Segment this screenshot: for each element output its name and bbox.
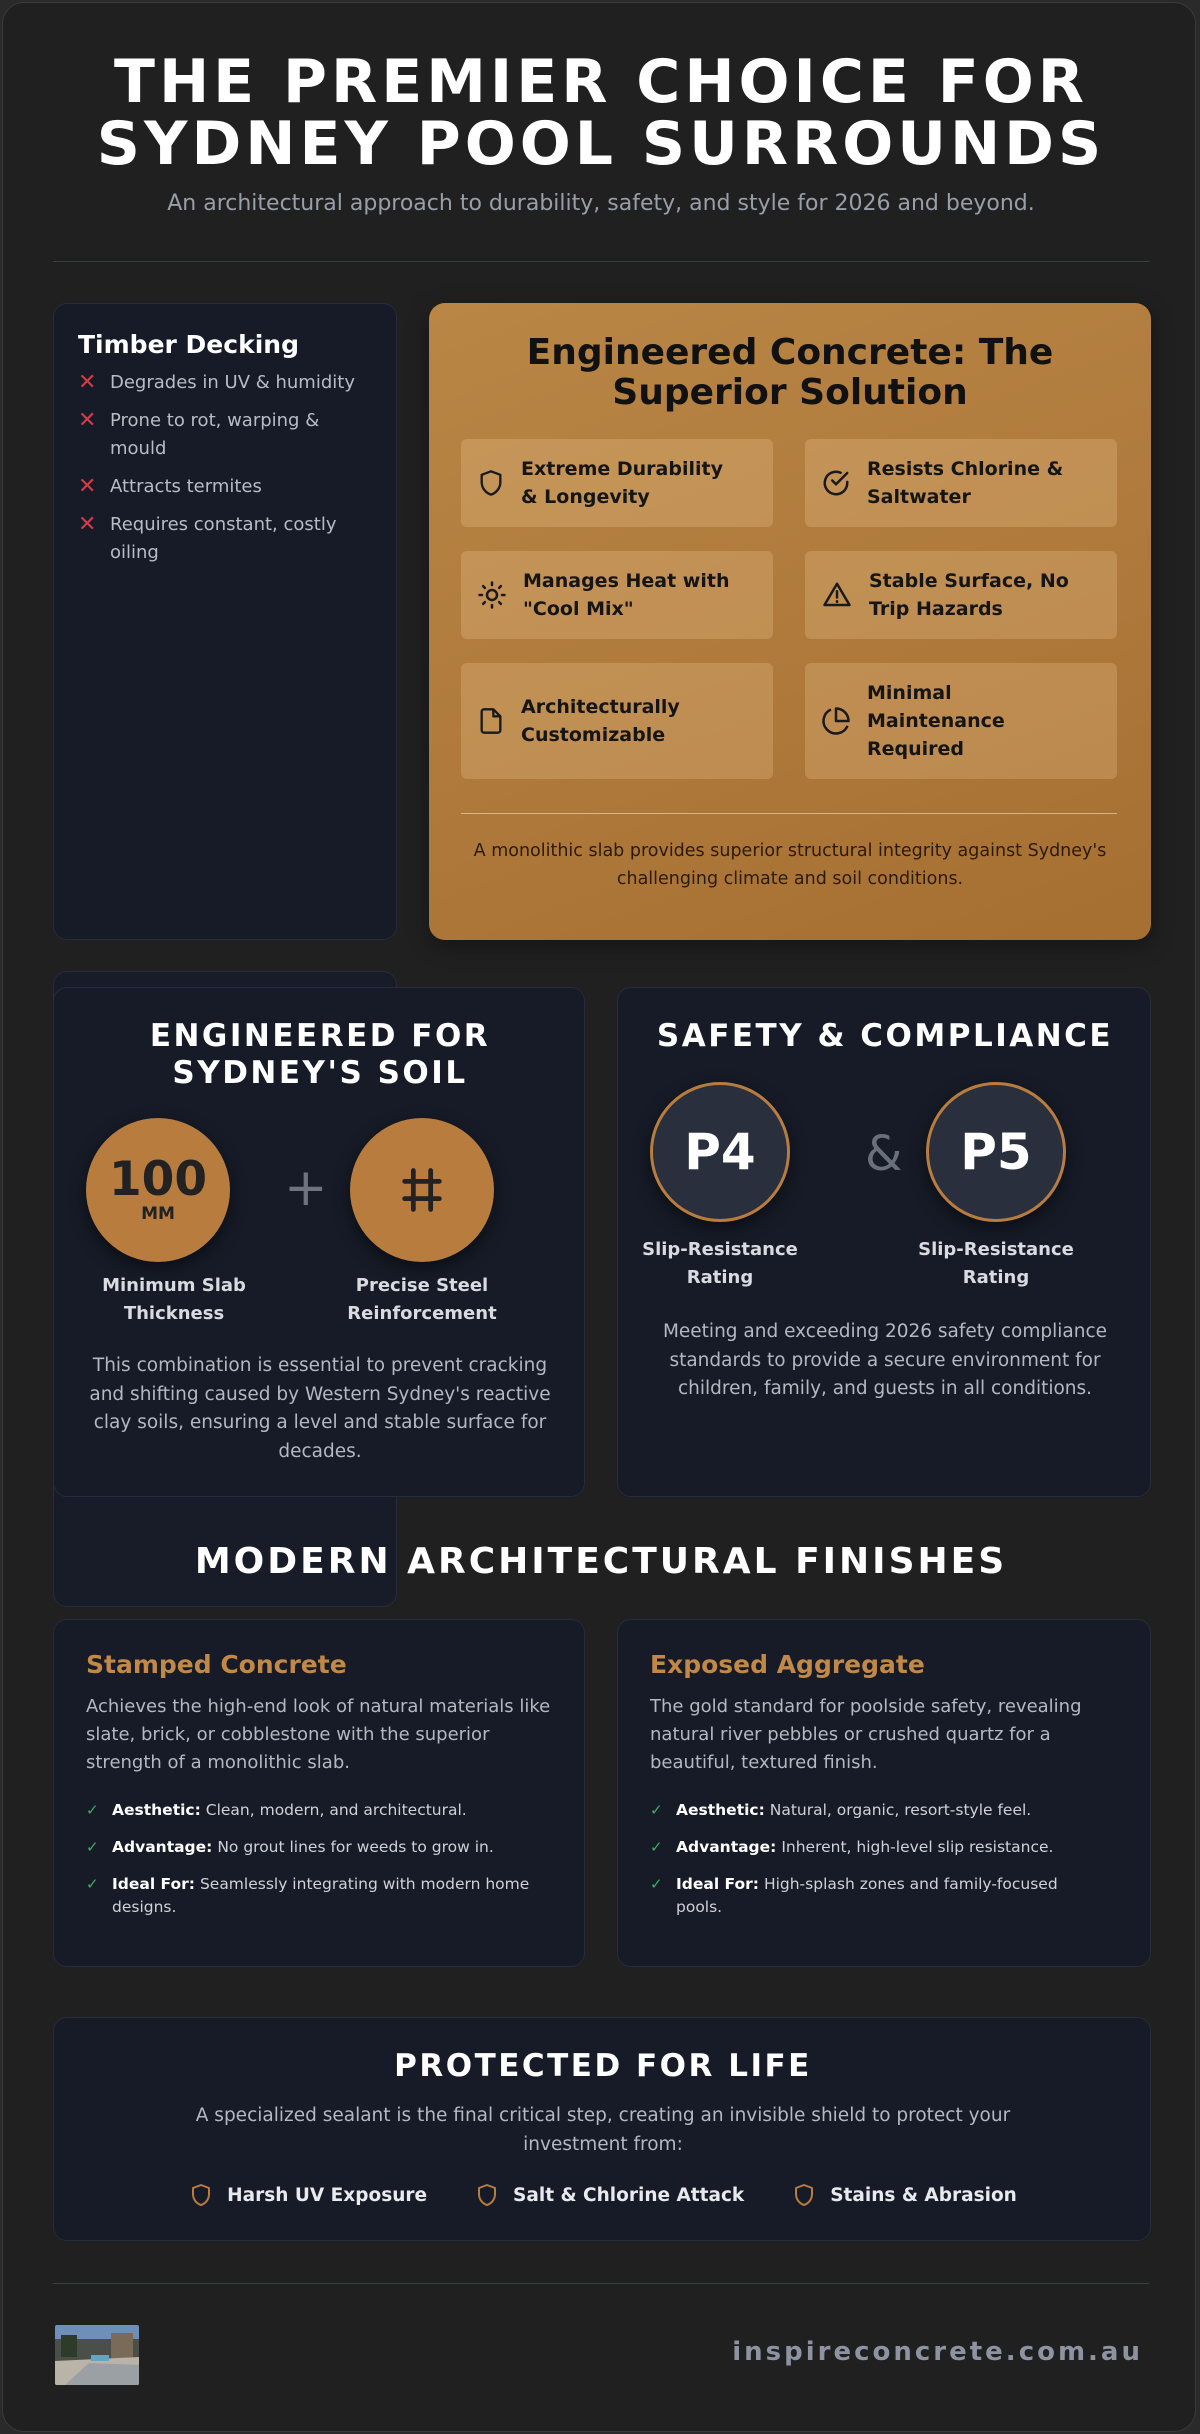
concrete-note: A monolithic slab provides superior structural integrity against Sydney's challenging climate and soil conditions. (473, 841, 1107, 889)
safety-compliance-card (617, 987, 1151, 1497)
check-icon: ✓ (86, 1801, 99, 1819)
timber-decking-card (53, 303, 397, 940)
protected-for-life-card (53, 2017, 1151, 2241)
sydney-soil-card (53, 987, 585, 1497)
page-subtitle: An architectural approach to durability, safety, and style for 2026 and beyond. (167, 191, 1035, 216)
feature-chlorine: Resists Chlorine & Saltwater (805, 439, 1117, 527)
shield-icon (792, 2182, 816, 2208)
finish-title: Exposed Aggregate (650, 1650, 925, 1679)
finish-description: Achieves the high-end look of natural materials like slate, brick, or cobblestone with the superior strength of a monolithic slab. (86, 1696, 551, 1773)
timber-title: Timber Decking (78, 330, 299, 359)
stamped-concrete-card (53, 1619, 585, 1967)
timber-item: ✕ Degrades in UV & humidity (78, 370, 355, 395)
p5-caption: Slip-Resistance Rating (918, 1239, 1074, 1288)
safety-title: SAFETY & COMPLIANCE (656, 1018, 1114, 1054)
protected-description: A specialized sealant is the final critical step, creating an invisible shield to protect your investment from: (195, 2105, 1011, 2155)
pool-photo (55, 2325, 139, 2385)
timber-item: ✕ Requires constant, costly oiling (78, 511, 372, 567)
sun-icon (477, 580, 507, 610)
infographic-page (2, 2, 1196, 2432)
finish-point: ✓ Advantage: No grout lines for weeds to grow in. (86, 1836, 552, 1859)
p5-rating-badge: P5 (926, 1082, 1066, 1222)
soil-title: ENGINEERED FOR SYDNEY'S SOIL (149, 1018, 491, 1091)
concrete-title: Engineered Concrete: The Superior Solution (526, 332, 1054, 413)
exposed-aggregate-card (617, 1619, 1151, 1967)
feature-cool-mix: Manages Heat with "Cool Mix" (461, 551, 773, 639)
footer-domain-link[interactable]: inspireconcrete.com.au (732, 2337, 1143, 2367)
protected-title: PROTECTED FOR LIFE (394, 2048, 812, 2084)
shield-icon (475, 2182, 499, 2208)
cross-icon: ✕ (78, 474, 97, 499)
check-icon: ✓ (650, 1838, 663, 1856)
check-circle-icon (821, 468, 851, 498)
finishes-title: MODERN ARCHITECTURAL FINISHES (194, 1541, 1008, 1582)
steel-reinforcement-badge (350, 1118, 494, 1262)
slab-thickness-badge (86, 1118, 230, 1262)
check-icon: ✓ (86, 1875, 99, 1893)
protection-item: Salt & Chlorine Attack (475, 2182, 744, 2208)
page-title (3, 47, 1196, 179)
feature-stable-surface: Stable Surface, No Trip Hazards (805, 551, 1117, 639)
document-icon (477, 705, 505, 737)
warning-icon (821, 580, 853, 610)
cross-icon: ✕ (78, 512, 97, 537)
protection-item: Stains & Abrasion (792, 2182, 1017, 2208)
finish-description: The gold standard for poolside safety, revealing natural river pebbles or crushed quartz for a beautiful, textured finish. (650, 1696, 1082, 1773)
soil-description: This combination is essential to prevent cracking and shifting caused by Western Sydney's reactive clay soils, ensuring a level and stable surface for decades. (89, 1355, 551, 1462)
header-divider (53, 261, 1149, 262)
finish-point: ✓ Aesthetic: Clean, modern, and architectural. (86, 1799, 552, 1822)
title-line-2: SYDNEY POOL SURROUNDS (96, 109, 1106, 179)
footer-divider (53, 2283, 1149, 2284)
shield-icon (189, 2182, 213, 2208)
slab-unit: MM (141, 1204, 175, 1224)
steel-caption: Precise Steel Reinforcement (347, 1275, 497, 1324)
slab-value: 100 (108, 1152, 208, 1207)
pie-chart-icon (821, 706, 851, 736)
check-icon: ✓ (650, 1801, 663, 1819)
check-icon: ✓ (86, 1838, 99, 1856)
feature-low-maintenance: Minimal Maintenance Required (805, 663, 1117, 779)
safety-description: Meeting and exceeding 2026 safety compliance standards to provide a secure environment for children, family, and guests in all conditions. (662, 1321, 1108, 1399)
timber-item: ✕ Prone to rot, warping & mould (78, 407, 372, 463)
finish-point: ✓ Advantage: Inherent, high-level slip resistance. (650, 1836, 1118, 1859)
protection-item: Harsh UV Exposure (189, 2182, 427, 2208)
finish-point: ✓ Ideal For: High-splash zones and family-focused pools. (650, 1873, 1118, 1919)
p4-rating-badge: P4 (650, 1082, 790, 1222)
timber-item: ✕ Attracts termites (78, 474, 262, 499)
slab-caption: Minimum Slab Thickness (102, 1275, 246, 1324)
concrete-divider (461, 813, 1117, 814)
finish-title: Stamped Concrete (86, 1650, 347, 1679)
shield-icon (477, 468, 505, 498)
ampersand: & (865, 1126, 903, 1182)
cross-icon: ✕ (78, 408, 97, 433)
finish-point: ✓ Aesthetic: Natural, organic, resort-style feel. (650, 1799, 1118, 1822)
p4-caption: Slip-Resistance Rating (642, 1239, 798, 1288)
feature-customizable: Architecturally Customizable (461, 663, 773, 779)
protection-list (54, 2182, 1152, 2208)
plus-sign: + (284, 1158, 328, 1218)
feature-durability: Extreme Durability & Longevity (461, 439, 773, 527)
engineered-concrete-card (429, 303, 1151, 940)
cross-icon: ✕ (78, 370, 97, 395)
finish-point: ✓ Ideal For: Seamlessly integrating with modern home designs. (86, 1873, 552, 1919)
grid-icon (396, 1164, 448, 1216)
title-line-1: THE PREMIER CHOICE FOR (114, 47, 1088, 117)
check-icon: ✓ (650, 1875, 663, 1893)
